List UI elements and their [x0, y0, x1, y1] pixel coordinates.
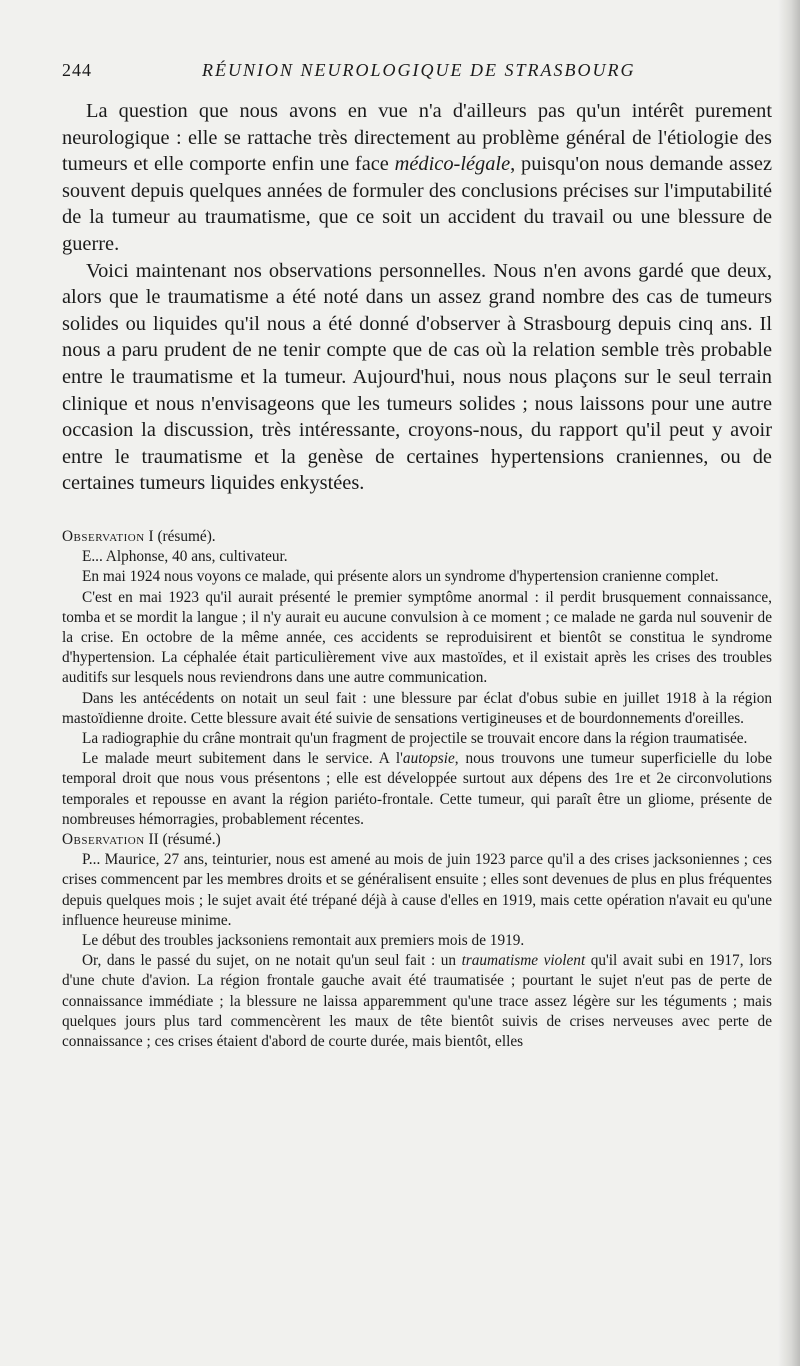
- observation-heading: Observation II (résumé.): [62, 830, 221, 848]
- paragraph: La radiographie du crâne montrait qu'un fragment de projectile se trouvait encore dans la région traumatisée.: [82, 729, 748, 747]
- observation-heading: Observation I (résumé).: [62, 527, 216, 545]
- main-text: [62, 98, 772, 497]
- paragraph: P... Maurice, 27 ans, teinturier, nous est amené au mois de juin 1923 parce qu'il a des crises jacksoniennes ; ces crises commencent par les membres droits et se généralisent ensuite ; elles sont devenues de plus en plus fréquentes depuis quelques mois ; le sujet avait été trépané déjà à cause d'elles en 1919, mais cette opération n'avait eu qu'une influence heureuse minime.: [62, 851, 772, 929]
- page-number: 244: [62, 60, 92, 80]
- paragraph: Or, dans le passé du sujet, on ne notait qu'un seul fait : un traumatisme violent qu'il avait subi en 1917, lors d'une chute d'avion. La région frontale gauche avait été traumatisée ; pourtant le sujet n'eut pas de perte de connaissance immédiate ; la blessure ne laissa apparemment qu'une trace assez légère sur les téguments ; mais quelques jours plus tard commencèrent les maux de tête bientôt suivis de crises nerveuses avec perte de connaissance ; ces crises étaient d'abord de courte durée, mais bientôt, elles: [62, 952, 773, 1050]
- running-title: RÉUNION NEUROLOGIQUE DE STRASBOURG: [202, 60, 636, 80]
- paragraph: Le début des troubles jacksoniens remontait aux premiers mois de 1919.: [82, 931, 525, 949]
- paragraph: C'est en mai 1923 qu'il aurait présenté le premier symptôme anormal : il perdit brusquement connaissance, tomba et se mordit la langue ; il n'y aurait eu aucune convulsion à ce moment ; ce malade ne garda nul souvenir de la crise. En octobre de la même année, ces accidents se reproduisirent et bientôt se constitua le syndrome d'hypertension. La céphalée était particulièrement vive aux mastoïdes, et il existait après les crises des troubles auditifs sur lesquels nous reviendrons dans une autre communication.: [62, 588, 772, 687]
- observation-2: [62, 830, 772, 1052]
- observation-1: [62, 527, 772, 830]
- paragraph: Voici maintenant nos observations personnelles. Nous n'en avons gardé que deux, alors que le traumatisme a été noté dans un assez grand nombre des cas de tumeurs solides ou liquides qu'il nous a été donné d'observer à Strasbourg depuis cinq ans. Il nous a paru prudent de ne tenir compte que de cas où la relation semble très probable entre le traumatisme et la tumeur. Aujourd'hui, nous nous plaçons sur le seul terrain clinique et nous n'envisageons que les tumeurs solides ; nous laissons pour une autre occasion la discussion, très intéressante, croyons-nous, du rapport qu'il peut y avoir entre le traumatisme et la genèse de certaines hypertensions craniennes, ou de certaines tumeurs liquides enkystées.: [62, 259, 772, 495]
- paragraph: La question que nous avons en vue n'a d'ailleurs pas qu'un intérêt purement neurologique : elle se rattache très directement au problème général de l'étiologie des tumeurs et elle comporte enfin une face médico-légale, puisqu'on nous demande assez souvent depuis quelques années de formuler des conclusions précises sur l'imputabilité de la tumeur au traumatisme, que ce soit un accident du travail ou une blessure de guerre.: [62, 100, 772, 255]
- paragraph: Le malade meurt subitement dans le service. A l'autopsie, nous trouvons une tumeur superficielle du lobe temporal droit que nous vous présentons ; elle est développée surtout aux dépens des 1re et 2e circonvolutions temporales et repousse en avant la région pariéto-frontale. Cette tumeur, qui paraît être un gliome, présente de nombreuses hémorragies, probablement récentes.: [62, 750, 772, 828]
- paragraph: Dans les antécédents on notait un seul fait : une blessure par éclat d'obus subie en juillet 1918 à la région mastoïdienne droite. Cette blessure avait été suivie de sensations vertigineuses et de bourdonnements d'oreilles.: [62, 689, 772, 727]
- page-edge-shadow: [778, 0, 800, 1366]
- running-header: [62, 60, 772, 86]
- paragraph: En mai 1924 nous voyons ce malade, qui présente alors un syndrome d'hypertension cranienne complet.: [82, 568, 719, 586]
- patient-line: E... Alphonse, 40 ans, cultivateur.: [82, 548, 288, 566]
- book-page: [62, 60, 772, 1052]
